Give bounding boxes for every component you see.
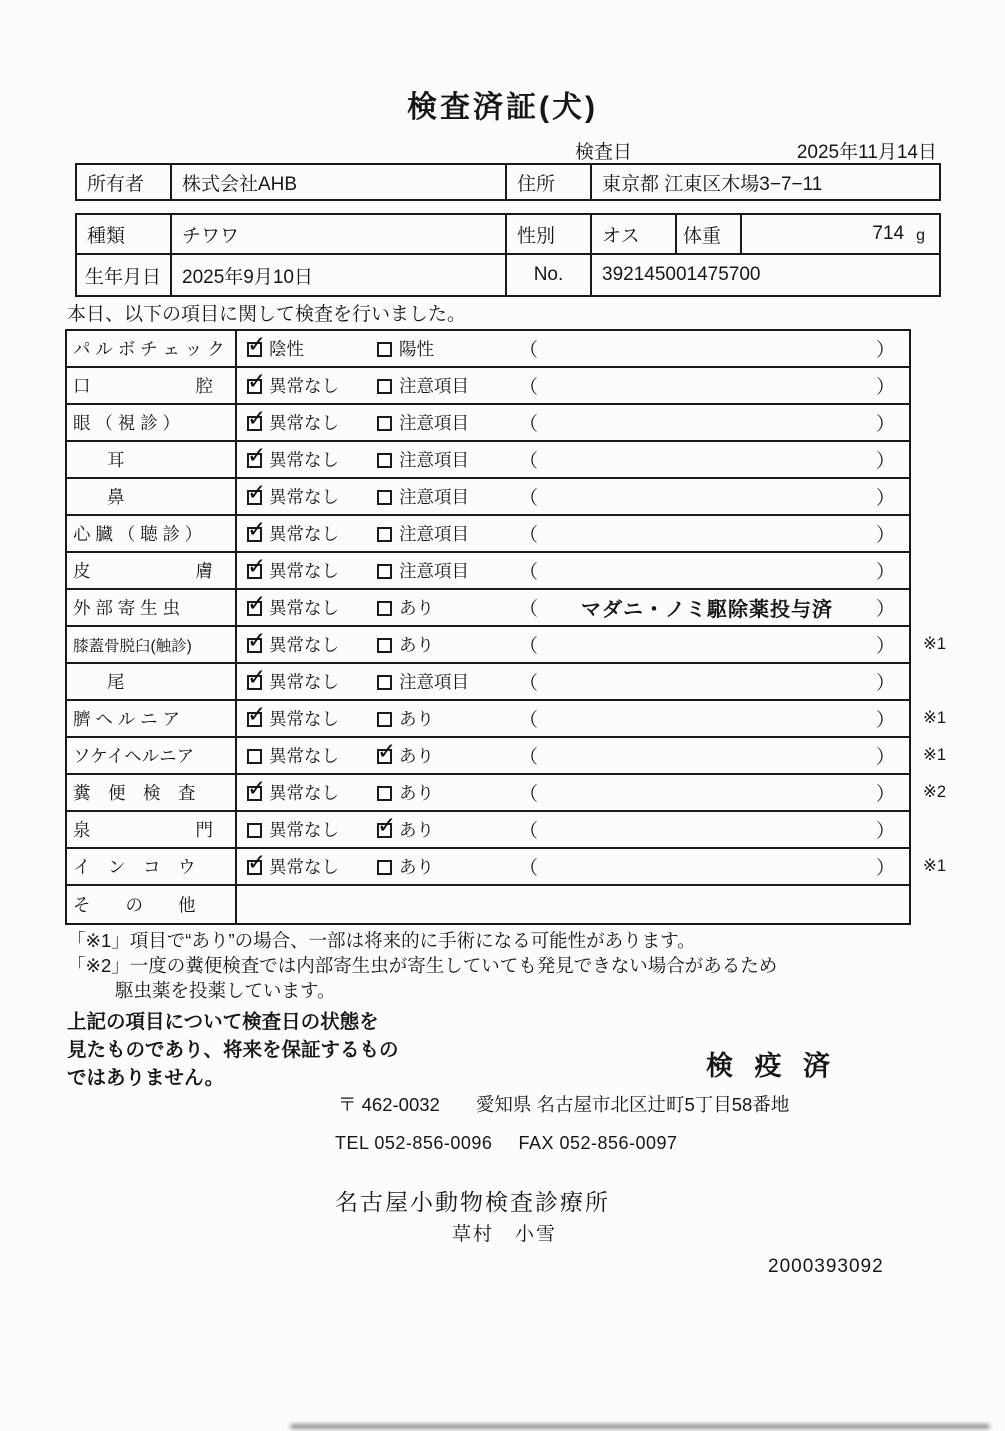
paren-cell <box>505 479 909 514</box>
option-cell <box>237 479 365 514</box>
checklist-row <box>67 701 909 738</box>
option-label: 異常なし <box>269 561 339 581</box>
checkbox-checked-icon <box>247 638 262 653</box>
option-label: 注意項目 <box>399 487 469 507</box>
option-label: 注意項目 <box>399 561 469 581</box>
item-label: ソケイヘルニア <box>67 738 237 773</box>
option-label: 異常なし <box>269 746 339 766</box>
item-label: 心 臓 （ 聴 診 ） <box>67 516 237 551</box>
checkbox-unchecked-icon <box>247 749 262 764</box>
option-label: 異常なし <box>269 820 339 840</box>
option-cell <box>237 405 365 440</box>
address-label: 住所 <box>507 165 592 199</box>
owner-label: 所有者 <box>77 165 172 199</box>
close-paren-icon: ） <box>875 525 895 546</box>
dob-value: 2025年9月10日 <box>172 255 507 295</box>
close-paren-icon: ） <box>875 710 895 731</box>
checklist-row <box>67 664 909 701</box>
checkbox-checked-icon <box>247 342 262 357</box>
option-cell <box>365 442 505 477</box>
checkbox-checked-icon <box>247 564 262 579</box>
dob-label: 生年月日 <box>77 255 172 295</box>
close-paren-icon: ） <box>875 599 895 620</box>
open-paren-icon: （ <box>519 821 539 842</box>
checklist-table <box>65 329 911 925</box>
checkbox-unchecked-icon <box>377 416 392 431</box>
page-title: 検査済証(犬) <box>407 91 598 124</box>
checklist-row <box>67 553 909 590</box>
item-label: 臍 ヘ ル ニ ア <box>67 701 237 736</box>
option-label: あり <box>399 783 434 803</box>
option-label: 異常なし <box>269 709 339 729</box>
footnote-2: 「※2」一度の糞便検査では内部寄生虫が寄生していても発見できない場合があるため <box>67 955 778 976</box>
option-cell <box>365 368 505 403</box>
clinic-fax: FAX 052-856-0097 <box>518 1133 678 1153</box>
option-label: あり <box>399 709 434 729</box>
checklist-row <box>67 442 909 479</box>
footnote-marker: ※1 <box>923 635 947 653</box>
close-paren-icon: ） <box>875 636 895 657</box>
item-label: 膝蓋骨脱臼(触診) <box>67 627 237 662</box>
checklist-wrap <box>65 329 965 925</box>
inspection-date-row <box>575 137 937 164</box>
open-paren-icon: （ <box>519 784 539 805</box>
item-label: 皮 膚 <box>67 553 237 588</box>
footnote-1: 「※1」項目で“あり”の場合、一部は将来的に手術になる可能性があります。 <box>67 930 696 951</box>
paren-cell <box>505 442 909 477</box>
option-label: 異常なし <box>269 413 339 433</box>
option-label: 異常なし <box>269 450 339 470</box>
owner-table <box>75 163 941 201</box>
checkbox-checked-icon <box>247 712 262 727</box>
option-label: 異常なし <box>269 857 339 877</box>
checklist-row <box>67 368 909 405</box>
option-cell <box>365 627 505 662</box>
option-cell <box>237 331 365 366</box>
disclaimer-line-1: 上記の項目について検査日の状態を <box>67 1011 379 1033</box>
option-cell <box>237 849 365 884</box>
option-cell <box>237 886 365 923</box>
inspection-date-value: 2025年11月14日 <box>796 142 937 163</box>
item-label: 耳 <box>67 442 237 477</box>
checkbox-unchecked-icon <box>377 860 392 875</box>
checklist-row <box>67 405 909 442</box>
option-cell <box>237 775 365 810</box>
checklist-row <box>67 627 909 664</box>
option-label: 異常なし <box>269 635 339 655</box>
paren-cell <box>505 405 909 440</box>
close-paren-icon: ） <box>875 562 895 583</box>
checkbox-checked-icon <box>377 823 392 838</box>
footnotes <box>67 928 777 1003</box>
checkbox-unchecked-icon <box>377 527 392 542</box>
paren-cell <box>505 775 909 810</box>
option-cell <box>365 516 505 551</box>
checkbox-unchecked-icon <box>247 823 262 838</box>
scan-artifact <box>290 1424 990 1429</box>
open-paren-icon: （ <box>519 488 539 509</box>
paren-cell <box>505 701 909 736</box>
option-cell <box>237 812 365 847</box>
footnote-marker: ※2 <box>923 783 947 801</box>
paren-cell <box>505 368 909 403</box>
clinic-address-row <box>338 1091 789 1117</box>
clinic-address: 愛知県 名古屋市北区辻町5丁目58番地 <box>475 1094 790 1115</box>
weight-unit: g <box>916 227 925 244</box>
disclaimer <box>67 1008 399 1092</box>
close-paren-icon: ） <box>875 821 895 842</box>
checkbox-checked-icon <box>247 490 262 505</box>
breed-value: チワワ <box>172 215 507 253</box>
paren-cell <box>505 331 909 366</box>
open-paren-icon: （ <box>519 710 539 731</box>
footnote-marker: ※1 <box>923 857 947 875</box>
paren-cell <box>505 590 909 625</box>
option-cell <box>365 331 505 366</box>
veterinarian-name: 草村 小雪 <box>452 1224 558 1245</box>
option-label: 異常なし <box>269 783 339 803</box>
breed-label: 種類 <box>77 215 172 253</box>
close-paren-icon: ） <box>875 488 895 509</box>
option-label: あり <box>399 635 434 655</box>
item-label: 糞 便 検 査 <box>67 775 237 810</box>
clinic-tel: TEL 052-856-0096 <box>335 1133 493 1153</box>
checkbox-checked-icon <box>247 860 262 875</box>
inspection-date-label: 検査日 <box>575 142 633 163</box>
option-label: 異常なし <box>269 487 339 507</box>
checkbox-checked-icon <box>247 527 262 542</box>
no-label: No. <box>507 255 592 295</box>
checkbox-unchecked-icon <box>377 342 392 357</box>
checkbox-checked-icon <box>247 416 262 431</box>
weight-value: 714 <box>872 223 905 244</box>
option-cell <box>365 590 505 625</box>
option-label: 異常なし <box>269 524 339 544</box>
checkbox-unchecked-icon <box>377 638 392 653</box>
item-label: 眼 （ 視 診 ） <box>67 405 237 440</box>
checkbox-checked-icon <box>377 749 392 764</box>
checkbox-unchecked-icon <box>377 712 392 727</box>
open-paren-icon: （ <box>519 747 539 768</box>
open-paren-icon: （ <box>519 673 539 694</box>
option-cell <box>365 849 505 884</box>
paren-cell <box>505 516 909 551</box>
paren-content: マダニ・ノミ駆除薬投与済 <box>581 599 833 621</box>
clinic-contact-row <box>335 1133 678 1154</box>
item-label: 尾 <box>67 664 237 699</box>
checklist-row <box>67 590 909 627</box>
close-paren-icon: ） <box>875 451 895 472</box>
footnote-marker: ※1 <box>923 746 947 764</box>
option-cell <box>237 664 365 699</box>
option-cell <box>237 627 365 662</box>
close-paren-icon: ） <box>875 340 895 361</box>
checkbox-checked-icon <box>247 601 262 616</box>
close-paren-icon: ） <box>875 858 895 879</box>
option-cell <box>365 479 505 514</box>
option-label: あり <box>399 857 434 877</box>
option-cell <box>365 812 505 847</box>
intro-sentence: 本日、以下の項目に関して検査を行いました。 <box>67 304 467 325</box>
option-cell <box>237 516 365 551</box>
item-label: 鼻 <box>67 479 237 514</box>
item-label: そ の 他 <box>67 886 237 923</box>
checkbox-checked-icon <box>247 453 262 468</box>
close-paren-icon: ） <box>875 784 895 805</box>
item-label: 泉 門 <box>67 812 237 847</box>
weight-label: 体重 <box>677 215 742 253</box>
option-label: あり <box>399 746 434 766</box>
checklist-row <box>67 775 909 812</box>
paren-cell <box>505 738 909 773</box>
open-paren-icon: （ <box>519 525 539 546</box>
close-paren-icon: ） <box>875 377 895 398</box>
option-cell <box>365 405 505 440</box>
option-cell <box>237 701 365 736</box>
option-cell <box>365 886 505 923</box>
pet-info-row-1 <box>77 215 939 255</box>
footnote-marker: ※1 <box>923 709 947 727</box>
option-cell <box>237 590 365 625</box>
option-label: 異常なし <box>269 598 339 618</box>
item-label: 口 腔 <box>67 368 237 403</box>
checklist-row <box>67 516 909 553</box>
open-paren-icon: （ <box>519 414 539 435</box>
option-cell <box>237 553 365 588</box>
owner-value: 株式会社AHB <box>172 165 507 199</box>
option-cell <box>237 738 365 773</box>
option-cell <box>365 738 505 773</box>
disclaimer-line-2: 見たものであり、将来を保証するもの <box>67 1039 399 1061</box>
checkbox-unchecked-icon <box>377 601 392 616</box>
checkbox-unchecked-icon <box>377 453 392 468</box>
checklist-row <box>67 738 909 775</box>
option-label: 陰性 <box>269 339 304 359</box>
pet-info-row-2 <box>77 255 939 295</box>
option-label: あり <box>399 598 434 618</box>
open-paren-icon: （ <box>519 858 539 879</box>
paren-cell <box>505 627 909 662</box>
item-label: イ ン コ ウ <box>67 849 237 884</box>
item-label: 外 部 寄 生 虫 <box>67 590 237 625</box>
paren-cell <box>505 812 909 847</box>
checklist-row <box>67 812 909 849</box>
option-label: 陽性 <box>399 339 434 359</box>
option-cell <box>365 664 505 699</box>
checklist-row <box>67 331 909 368</box>
checkbox-unchecked-icon <box>377 379 392 394</box>
weight-cell <box>742 215 939 253</box>
option-cell <box>237 442 365 477</box>
address-value: 東京都 江東区木場3−7−11 <box>602 173 823 195</box>
paren-cell <box>505 849 909 884</box>
checklist-row <box>67 849 909 886</box>
checkbox-checked-icon <box>247 786 262 801</box>
pet-info-table <box>75 213 941 297</box>
quarantine-stamp: 検 疫 済 <box>706 1051 838 1081</box>
footnote-2-cont: 駆虫薬を投薬しています。 <box>115 980 336 1001</box>
option-label: 異常なし <box>269 376 339 396</box>
option-cell <box>365 775 505 810</box>
option-cell <box>365 701 505 736</box>
clinic-name: 名古屋小動物検査診療所 <box>335 1189 610 1215</box>
checklist-row <box>67 479 909 516</box>
option-label: あり <box>399 820 434 840</box>
open-paren-icon: （ <box>519 599 539 620</box>
checkbox-checked-icon <box>247 379 262 394</box>
option-label: 異常なし <box>269 672 339 692</box>
checklist-row <box>67 886 909 923</box>
paren-cell <box>505 553 909 588</box>
checkbox-unchecked-icon <box>377 786 392 801</box>
item-label: パ ル ボ チ ェ ッ ク <box>67 331 237 366</box>
no-value: 392145001475700 <box>602 264 761 285</box>
open-paren-icon: （ <box>519 340 539 361</box>
option-label: 注意項目 <box>399 524 469 544</box>
sex-value: オス <box>592 215 677 253</box>
open-paren-icon: （ <box>519 636 539 657</box>
option-label: 注意項目 <box>399 413 469 433</box>
option-label: 注意項目 <box>399 376 469 396</box>
checkbox-unchecked-icon <box>377 490 392 505</box>
checkbox-unchecked-icon <box>377 675 392 690</box>
sex-label: 性別 <box>507 215 592 253</box>
checkbox-unchecked-icon <box>377 564 392 579</box>
open-paren-icon: （ <box>519 562 539 583</box>
close-paren-icon: ） <box>875 673 895 694</box>
disclaimer-line-3: ではありません。 <box>67 1067 225 1089</box>
checkbox-checked-icon <box>247 675 262 690</box>
option-cell <box>365 553 505 588</box>
serial-number: 2000393092 <box>768 1256 884 1277</box>
postal-code: 〒 462-0032 <box>338 1094 440 1115</box>
close-paren-icon: ） <box>875 414 895 435</box>
option-label: 注意項目 <box>399 672 469 692</box>
paren-cell <box>505 886 909 923</box>
open-paren-icon: （ <box>519 451 539 472</box>
option-label: 注意項目 <box>399 450 469 470</box>
option-cell <box>237 368 365 403</box>
close-paren-icon: ） <box>875 747 895 768</box>
open-paren-icon: （ <box>519 377 539 398</box>
paren-cell <box>505 664 909 699</box>
